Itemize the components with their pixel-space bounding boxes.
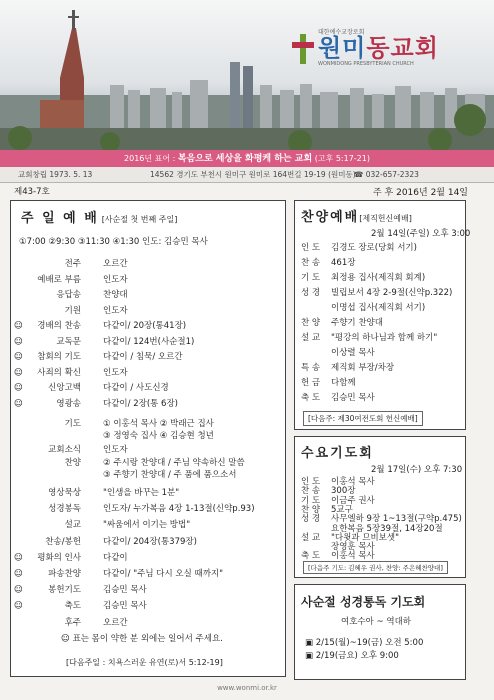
program-value: 빌립보서 4장 2-9절(신약p.322) — [331, 288, 453, 298]
program-label: 인 도 — [301, 477, 321, 487]
order-value: 다같이/ 20장(통41장) — [103, 321, 187, 331]
program-label: 특 송 — [301, 363, 321, 373]
order-label: 봉헌기도 — [48, 585, 81, 596]
program-value: 김경도 장로(당회 서기) — [331, 243, 417, 253]
order-label: 파송찬양 — [48, 569, 81, 579]
stand-mark: ☺ — [14, 352, 23, 362]
program-value: 이상렬 목사 — [331, 348, 375, 358]
church-address: 14562 경기도 부천시 원미구 원미로 164번길 19-19 (원미동) — [150, 170, 356, 179]
order-label: 영상묵상 — [48, 488, 81, 498]
program-value: 최정용 집사(제직회 회계) — [331, 273, 426, 283]
program-value: 5교구 — [331, 504, 353, 515]
program-label: 찬 송 — [301, 486, 321, 497]
program-label: 축 도 — [301, 393, 321, 403]
order-label: 예배로 부름 — [37, 274, 81, 285]
program-label: 찬 양 — [301, 318, 321, 328]
city-skyline-image — [0, 0, 494, 150]
praise-service-title: 찬양예배[제직헌신예배] — [301, 210, 412, 225]
order-value: 인도자 — [103, 367, 128, 378]
wednesday-title: 수요기도회 — [301, 446, 374, 461]
church-name: 원미동교회 — [318, 34, 439, 62]
order-label: 전주 — [64, 259, 81, 269]
program-label: 인 도 — [301, 243, 321, 253]
stand-mark: ☺ — [14, 585, 23, 596]
order-value: 다같이 / 사도신경 — [103, 383, 169, 393]
program-value: "평강의 하나님과 함께 하기" — [331, 333, 438, 343]
program-label: 성 경 — [301, 288, 321, 298]
service-times: ①7:00 ②9:30 ③11:30 ④1:30 인도: 김승민 목사 — [19, 237, 208, 247]
church-phone: ☎ 032-657-2323 — [354, 170, 419, 179]
next-week-note: [다음주일 : 치욕스러운 유연(로)서 5:12-19] — [66, 658, 223, 667]
stand-note: ☺ 표는 몸이 약한 분 외에는 일어서 주세요. — [61, 634, 223, 644]
order-value: 인도자 — [103, 274, 128, 285]
issue-number: 제43-7호 — [14, 187, 50, 197]
order-label: 사죄의 확신 — [37, 367, 81, 378]
stand-mark: ☺ — [14, 383, 23, 393]
program-value: 이홍석 목사 — [331, 551, 375, 562]
stand-mark: ☺ — [14, 398, 23, 409]
order-value: 찬양대 — [103, 290, 128, 300]
wednesday-prayer-section — [294, 436, 466, 578]
program-value: 장영훈 목사 — [331, 542, 375, 553]
lent-schedule-2: ▣ 2/19(금요) 오후 9:00 — [305, 651, 399, 661]
lent-subtitle: 여호수아 ~ 역대하 — [341, 617, 412, 627]
order-value: 김승민 목사 — [103, 601, 147, 612]
program-value: "다윗과 므비보셋" — [331, 532, 399, 543]
program-value: 다함께 — [331, 378, 356, 388]
header-banner — [0, 0, 494, 150]
program-value: 제직회 부장/차장 — [331, 363, 395, 373]
program-label: 기 도 — [301, 273, 321, 283]
program-value: 요한복음 5장39절, 14장20절 — [331, 523, 443, 534]
order-value: 인도자 — [103, 305, 128, 316]
order-value: "싸움에서 이기는 방법" — [103, 520, 191, 531]
program-value: 주향기 찬양대 — [331, 318, 383, 328]
order-label: 찬송/봉헌 — [45, 536, 81, 547]
program-value: 사무엘하 9장 1~13절(구약p.475) — [331, 514, 462, 525]
program-label: 찬 양 — [301, 504, 321, 515]
praise-service-time: 2월 14일(주일) 오후 3:00 — [371, 229, 471, 239]
order-value: "인생을 바꾸는 1분" — [103, 488, 180, 498]
church-name-english: WONMIDONG PRESBYTERIAN CHURCH — [318, 61, 414, 67]
sunday-worship-title: 주 일 예 배 [사순절 첫 번째 주일] — [21, 211, 178, 226]
program-value: 이명섭 집사(제직회 서기) — [331, 303, 426, 313]
order-label: 교독문 — [56, 336, 81, 347]
order-label: 신앙고백 — [48, 383, 81, 393]
yearly-theme: 2016년 표어 : 복음으로 세상을 화평케 하는 교회 (고후 5:17-21) — [0, 150, 494, 167]
program-label: 성 경 — [301, 514, 321, 525]
order-value: 다같이/ "주님 다시 오실 때까지" — [103, 569, 224, 579]
church-info-bar — [0, 167, 494, 183]
order-label: 평화의 인사 — [37, 552, 81, 563]
order-label: 참회의 기도 — [37, 352, 81, 362]
order-label: 설교 — [64, 520, 81, 531]
program-label: 설 교 — [301, 333, 321, 343]
praise-service-section — [294, 200, 471, 430]
wednesday-time: 2월 17일(수) 오후 7:30 — [371, 465, 463, 475]
order-value: 다같이/ 124번(사순절1) — [103, 336, 195, 347]
program-value: 김승민 목사 — [331, 393, 375, 403]
church-website[interactable]: www.wonmi.or.kr — [217, 684, 277, 692]
program-value: 461장 — [331, 258, 356, 268]
cross-icon — [292, 34, 314, 64]
order-label: 성경봉독 — [48, 504, 81, 515]
program-value: 이홍석 목사 — [331, 477, 375, 487]
praise-service-note: [다음주: 제30여전도회 헌신예배] — [303, 411, 423, 426]
order-label: 기원 — [64, 305, 81, 316]
order-value: 오르간 — [103, 259, 128, 269]
stand-mark: ☺ — [14, 321, 23, 331]
stand-mark: ☺ — [14, 367, 23, 378]
denomination-label: 대한예수교장로회 — [318, 29, 365, 36]
order-value: 오르간 — [103, 617, 128, 628]
program-label: 설 교 — [301, 532, 321, 543]
order-label: 축도 — [64, 601, 81, 612]
stand-mark: ☺ — [14, 601, 23, 612]
lent-schedule-1: ▣ 2/15(월)~19(금) 오전 5:00 — [305, 638, 424, 648]
order-value: 김승민 목사 — [103, 585, 147, 596]
program-value: 300장 — [331, 486, 356, 497]
order-label: 경배의 찬송 — [37, 321, 81, 331]
bulletin-date: 주 후 2016년 2월 14일 — [373, 188, 468, 198]
established-date: 교회창립 1973. 5. 13 — [18, 170, 93, 179]
order-value: 다같이/ 2장(통 6장) — [103, 398, 178, 409]
order-label: 응답송 — [56, 290, 81, 300]
stand-mark: ☺ — [14, 552, 23, 563]
program-label: 헌 금 — [301, 378, 321, 388]
order-value: 다같이/ 204장(통379장) — [103, 536, 197, 547]
order-value: 인도자/ 누가복음 4장 1-13절(신약p.93) — [103, 504, 255, 515]
lent-title: 사순절 성경통독 기도회 — [301, 595, 426, 609]
order-label: 후주 — [64, 617, 81, 628]
order-value: 다같이 / 침묵/ 오르간 — [103, 352, 183, 362]
program-label: 축 도 — [301, 551, 321, 562]
program-label: 찬 송 — [301, 258, 321, 268]
sunday-worship-section: 주 일 예 배 [사순절 첫 번째 주일] ①7:00 ②9:30 ③11:30 ④1:30 인도: 김승민 목사 전주 오르간 예배로 부름 인도자 응답송 찬양대 기원 인도자 ☺ 경배의 찬송 다같이/ 20장(통41장) ☺ 교독문 다같이/ 124번(사순절1) ☺ 참회의 기도 다같이 / 침묵/ 오르간 ☺ 사죄의 확신 인도자 ☺ 신앙고백 다같이 / 사도신경 ☺ 영광송 다같이/ 2장(통 6장) 기도 ① 이홍석 목사 ② 박래근 집사 ③ 정영숙 집사 ④ 김승현 청년 교회소식 인도자 찬양 ② 주시랑 찬양대 / 주님 약속하신 말씀 ③ 주향기 찬양대 / 주 품에 품으소서 영상묵상 "인생을 바꾸는 1분" 성경봉독 인도자/ 누가복음 4장 1-13절(신약p.93) 설교 "싸움에서 이기는 방법" 찬송/봉헌 다같이/ 204장(통379장) ☺ 평화의 인사 다같이 ☺ 파송찬양 다같이/ "주님 다시 오실 때까지" ☺ 봉헌기도 김승민 목사 ☺ 축도 김승민 목사 후주 오르간 ☺ 표는 몸이 약한 분 외에는 일어서 주세요. [다음주일 : 치욕스러운 유연(로)서 5:12-19] — [10, 200, 286, 677]
program-label: 기 도 — [301, 495, 321, 506]
stand-mark: ☺ — [14, 569, 23, 579]
order-value: 다같이 — [103, 552, 128, 563]
program-value: 이금주 권사 — [331, 495, 375, 506]
stand-mark: ☺ — [14, 336, 23, 347]
order-label: 영광송 — [56, 398, 81, 409]
lent-reading-section — [294, 584, 466, 680]
wednesday-note: [다음주 기도: 김혜우 권사, 찬양: 주은혜찬양대] — [303, 561, 448, 574]
church-logo — [292, 30, 439, 67]
